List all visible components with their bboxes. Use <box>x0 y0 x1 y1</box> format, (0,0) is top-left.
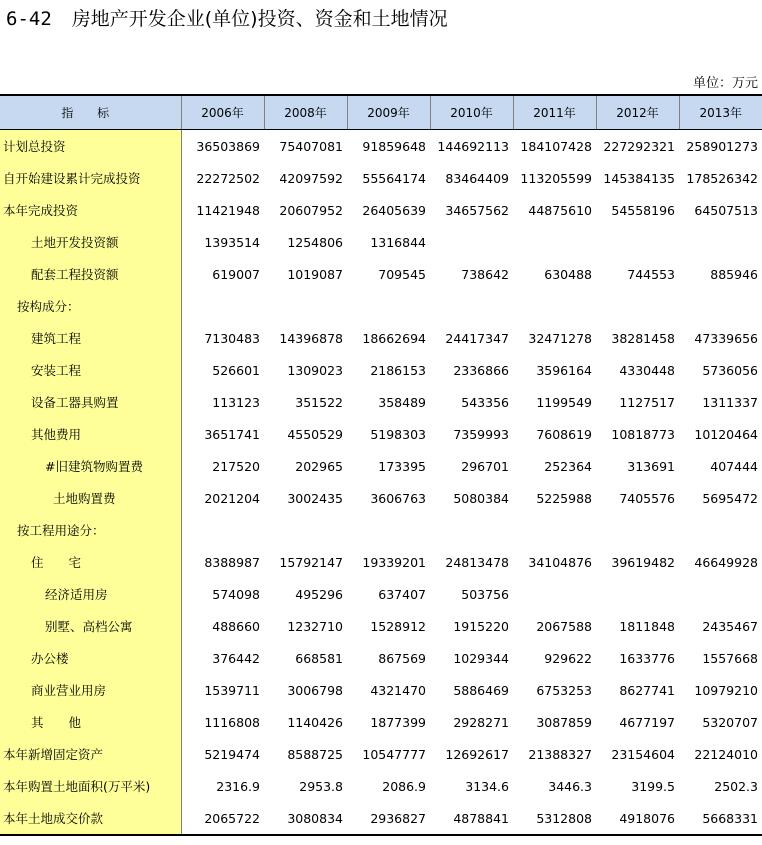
value-cell: 376442 <box>212 650 260 666</box>
value-cell: 6753253 <box>536 682 592 698</box>
value-cell: 3080834 <box>264 802 347 835</box>
value-cell: 637407 <box>378 586 426 602</box>
row-label: 设备工器具购置 <box>0 386 181 418</box>
value-cell: 217520 <box>212 458 260 474</box>
value-cell: 22272502 <box>196 170 260 186</box>
table-row <box>0 162 762 194</box>
value-cell: 252364 <box>544 458 592 474</box>
value-cell: 5312808 <box>513 802 596 835</box>
value-cell: 54558196 <box>611 202 675 218</box>
row-label: 计划总投资 <box>0 130 181 163</box>
value-cell: 495296 <box>295 586 343 602</box>
value-cell: 488660 <box>212 618 260 634</box>
value-cell: 26405639 <box>362 202 426 218</box>
value-cell: 36503869 <box>196 138 260 154</box>
value-cell: 296701 <box>461 458 509 474</box>
value-cell: 526601 <box>212 362 260 378</box>
header-indicator: 指 标 <box>0 95 181 130</box>
value-cell: 2021204 <box>204 490 260 506</box>
value-cell: 5080384 <box>453 490 509 506</box>
value-cell: 38281458 <box>611 330 675 346</box>
value-cell <box>679 290 762 322</box>
table-row <box>0 482 762 514</box>
value-cell <box>596 290 679 322</box>
value-cell: 358489 <box>378 394 426 410</box>
value-cell: 47339656 <box>694 330 758 346</box>
value-cell: 34104876 <box>528 554 592 570</box>
value-cell: 1877399 <box>370 714 426 730</box>
value-cell: 543356 <box>461 394 509 410</box>
value-cell: 3199.5 <box>631 778 675 794</box>
value-cell <box>430 226 513 258</box>
value-cell: 15792147 <box>279 554 343 570</box>
value-cell: 2336866 <box>453 362 509 378</box>
table-row <box>0 386 762 418</box>
value-cell: 7608619 <box>536 426 592 442</box>
value-cell: 8627741 <box>619 682 675 698</box>
value-cell: 2086.9 <box>382 778 426 794</box>
value-cell: 46649928 <box>694 554 758 570</box>
value-cell: 5219474 <box>204 746 260 762</box>
value-cell: 227292321 <box>603 138 675 154</box>
value-cell: 10979210 <box>694 682 758 698</box>
value-cell: 1127517 <box>619 394 675 410</box>
value-cell: 574098 <box>212 586 260 602</box>
value-cell: 2936827 <box>347 802 430 835</box>
value-cell: 3002435 <box>287 490 343 506</box>
value-cell <box>679 514 762 546</box>
row-label: 安装工程 <box>0 354 181 386</box>
row-label: #旧建筑物购置费 <box>0 450 181 482</box>
value-cell: 867569 <box>378 650 426 666</box>
value-cell: 113205599 <box>520 170 592 186</box>
value-cell: 21388327 <box>528 746 592 762</box>
value-cell: 738642 <box>461 266 509 282</box>
table-row <box>0 738 762 770</box>
value-cell: 1539711 <box>204 682 260 698</box>
value-cell: 64507513 <box>694 202 758 218</box>
row-label: 建筑工程 <box>0 322 181 354</box>
value-cell: 55564174 <box>362 170 426 186</box>
header-year: 2010年 <box>430 95 513 130</box>
value-cell: 885946 <box>710 266 758 282</box>
value-cell: 2928271 <box>453 714 509 730</box>
value-cell: 1915220 <box>453 618 509 634</box>
table-row <box>0 706 762 738</box>
row-label: 其他费用 <box>0 418 181 450</box>
value-cell <box>264 290 347 322</box>
table-title: 房地产开发企业(单位)投资、资金和土地情况 <box>71 8 448 30</box>
value-cell: 1140426 <box>287 714 343 730</box>
row-label: 住 宅 <box>0 546 181 578</box>
value-cell: 83464409 <box>445 170 509 186</box>
value-cell: 258901273 <box>686 138 758 154</box>
value-cell: 22124010 <box>694 746 758 762</box>
value-cell <box>430 514 513 546</box>
value-cell: 3446.3 <box>548 778 592 794</box>
row-label: 别墅、高档公寓 <box>0 610 181 642</box>
value-cell: 2316.9 <box>216 778 260 794</box>
table-row <box>0 546 762 578</box>
value-cell: 3651741 <box>204 426 260 442</box>
value-cell: 1811848 <box>619 618 675 634</box>
value-cell: 5736056 <box>702 362 758 378</box>
value-cell <box>679 578 762 610</box>
value-cell: 1029344 <box>453 650 509 666</box>
value-cell: 3087859 <box>536 714 592 730</box>
table-row <box>0 194 762 226</box>
value-cell: 18662694 <box>362 330 426 346</box>
value-cell <box>596 514 679 546</box>
value-cell: 503756 <box>461 586 509 602</box>
table-row <box>0 130 762 163</box>
row-label: 自开始建设累计完成投资 <box>0 162 181 194</box>
value-cell: 709545 <box>378 266 426 282</box>
value-cell: 5695472 <box>702 490 758 506</box>
row-label: 土地开发投资额 <box>0 226 181 258</box>
value-cell: 1528912 <box>370 618 426 634</box>
value-cell: 1316844 <box>370 234 426 250</box>
table-row <box>0 322 762 354</box>
value-cell: 744553 <box>627 266 675 282</box>
value-cell: 1232710 <box>287 618 343 634</box>
value-cell: 5225988 <box>536 490 592 506</box>
value-cell: 34657562 <box>445 202 509 218</box>
value-cell: 630488 <box>544 266 592 282</box>
value-cell: 1199549 <box>536 394 592 410</box>
value-cell: 1019087 <box>287 266 343 282</box>
value-cell <box>513 226 596 258</box>
table-row <box>0 418 762 450</box>
value-cell: 3596164 <box>536 362 592 378</box>
value-cell: 91859648 <box>362 138 426 154</box>
value-cell: 32471278 <box>528 330 592 346</box>
value-cell: 178526342 <box>686 170 758 186</box>
value-cell <box>513 578 596 610</box>
value-cell: 10547777 <box>362 746 426 762</box>
value-cell: 23154604 <box>611 746 675 762</box>
value-cell: 5886469 <box>453 682 509 698</box>
value-cell: 145384135 <box>603 170 675 186</box>
value-cell: 19339201 <box>362 554 426 570</box>
row-label: 按构成分： <box>0 290 181 322</box>
value-cell: 7405576 <box>619 490 675 506</box>
page-title <box>6 4 448 31</box>
header-year: 2006年 <box>181 95 264 130</box>
value-cell: 1309023 <box>287 362 343 378</box>
value-cell <box>347 290 430 322</box>
header-year: 2012年 <box>596 95 679 130</box>
table-row <box>0 290 762 322</box>
value-cell <box>264 514 347 546</box>
value-cell <box>181 290 264 322</box>
table-number: 6-42 <box>6 8 52 30</box>
value-cell: 2435467 <box>702 618 758 634</box>
value-cell: 173395 <box>378 458 426 474</box>
value-cell: 4330448 <box>619 362 675 378</box>
value-cell: 4878841 <box>430 802 513 835</box>
value-cell: 1633776 <box>619 650 675 666</box>
value-cell: 3134.6 <box>465 778 509 794</box>
value-cell: 929622 <box>544 650 592 666</box>
value-cell: 8388987 <box>204 554 260 570</box>
value-cell: 407444 <box>710 458 758 474</box>
value-cell: 2502.3 <box>714 778 758 794</box>
value-cell: 2065722 <box>181 802 264 835</box>
value-cell: 2953.8 <box>299 778 343 794</box>
row-label: 办公楼 <box>0 642 181 674</box>
value-cell: 14396878 <box>279 330 343 346</box>
header-year: 2008年 <box>264 95 347 130</box>
value-cell: 1311337 <box>702 394 758 410</box>
value-cell: 113123 <box>212 394 260 410</box>
value-cell <box>596 226 679 258</box>
value-cell: 3006798 <box>287 682 343 698</box>
value-cell: 1116808 <box>204 714 260 730</box>
value-cell <box>596 578 679 610</box>
value-cell: 5668331 <box>679 802 762 835</box>
header-year: 2009年 <box>347 95 430 130</box>
row-label: 按工程用途分： <box>0 514 181 546</box>
value-cell: 10120464 <box>694 426 758 442</box>
value-cell: 1254806 <box>287 234 343 250</box>
table-row <box>0 258 762 290</box>
value-cell: 313691 <box>627 458 675 474</box>
value-cell <box>347 514 430 546</box>
table-row <box>0 770 762 802</box>
data-table <box>0 94 762 836</box>
table-row <box>0 610 762 642</box>
table-row <box>0 802 762 835</box>
value-cell: 619007 <box>212 266 260 282</box>
header-row <box>0 95 762 130</box>
value-cell: 5198303 <box>370 426 426 442</box>
table-row <box>0 450 762 482</box>
value-cell: 351522 <box>295 394 343 410</box>
row-label: 本年土地成交价款 <box>0 802 181 835</box>
row-label: 本年购置土地面积(万平米) <box>0 770 181 802</box>
value-cell: 42097592 <box>279 170 343 186</box>
table-row <box>0 578 762 610</box>
value-cell: 11421948 <box>196 202 260 218</box>
value-cell: 12692617 <box>445 746 509 762</box>
value-cell: 3606763 <box>370 490 426 506</box>
value-cell: 1393514 <box>204 234 260 250</box>
value-cell: 44875610 <box>528 202 592 218</box>
row-label: 配套工程投资额 <box>0 258 181 290</box>
row-label: 土地购置费 <box>0 482 181 514</box>
value-cell: 2186153 <box>370 362 426 378</box>
value-cell <box>513 290 596 322</box>
table-row <box>0 226 762 258</box>
value-cell: 20607952 <box>279 202 343 218</box>
table-row <box>0 674 762 706</box>
value-cell: 202965 <box>295 458 343 474</box>
value-cell: 4550529 <box>287 426 343 442</box>
value-cell: 184107428 <box>520 138 592 154</box>
value-cell: 4677197 <box>619 714 675 730</box>
value-cell: 24813478 <box>445 554 509 570</box>
value-cell: 7359993 <box>453 426 509 442</box>
value-cell: 144692113 <box>437 138 509 154</box>
value-cell: 75407081 <box>279 138 343 154</box>
value-cell: 1557668 <box>702 650 758 666</box>
row-label: 本年新增固定资产 <box>0 738 181 770</box>
row-label: 其 他 <box>0 706 181 738</box>
value-cell: 39619482 <box>611 554 675 570</box>
value-cell: 10818773 <box>611 426 675 442</box>
table-row <box>0 354 762 386</box>
value-cell <box>513 514 596 546</box>
value-cell: 4321470 <box>370 682 426 698</box>
row-label: 本年完成投资 <box>0 194 181 226</box>
value-cell: 4918076 <box>596 802 679 835</box>
table-row <box>0 642 762 674</box>
header-year: 2011年 <box>513 95 596 130</box>
header-year: 2013年 <box>679 95 762 130</box>
value-cell: 7130483 <box>204 330 260 346</box>
row-label: 经济适用房 <box>0 578 181 610</box>
row-label: 商业营业用房 <box>0 674 181 706</box>
value-cell <box>679 226 762 258</box>
table-row <box>0 514 762 546</box>
value-cell <box>430 290 513 322</box>
value-cell: 2067588 <box>536 618 592 634</box>
table-body <box>0 130 762 836</box>
value-cell: 8588725 <box>287 746 343 762</box>
value-cell: 24417347 <box>445 330 509 346</box>
unit-label: 单位：万元 <box>692 76 758 91</box>
value-cell: 5320707 <box>702 714 758 730</box>
value-cell: 668581 <box>295 650 343 666</box>
value-cell <box>181 514 264 546</box>
